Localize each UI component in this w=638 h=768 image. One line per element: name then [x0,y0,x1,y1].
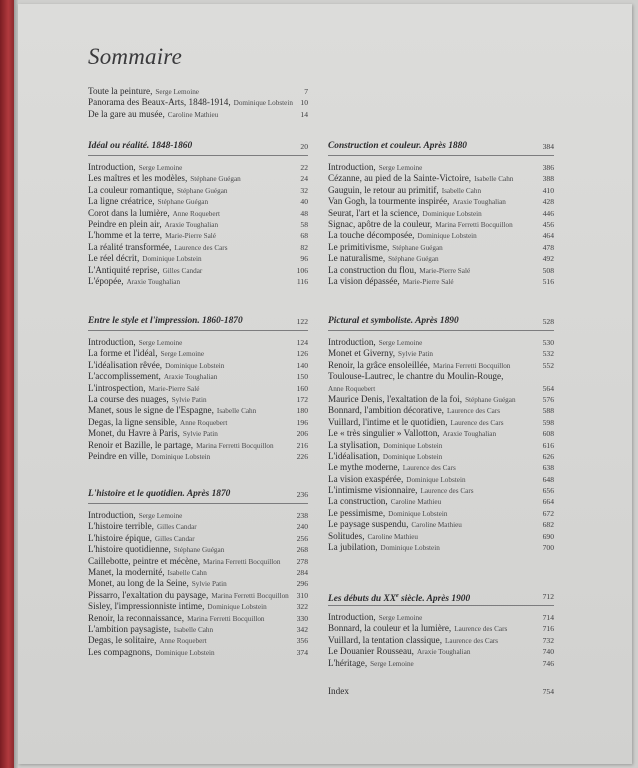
toc-entry: De la gare au musée, Caroline Mathieu 14 [88,108,308,119]
section-divider [88,155,308,156]
toc-entry: L'intimisme visionnaire, Laurence des Cars 656 [328,485,554,496]
toc-entry: L'introspection, Marie-Pierre Salé 160 [88,382,308,393]
toc-entry: Signac, apôtre de la couleur, Marina Ferretti Bocquillon 456 [328,218,554,229]
toc-entry: L'homme et la terre, Marie-Pierre Salé 68 [88,230,308,241]
toc-entry: L'histoire terrible, Gilles Candar 240 [88,521,308,532]
toc-entry: Index 754 [328,686,554,696]
toc-entry: Manet, la modernité, Isabelle Cahn 284 [88,566,308,577]
toc-entry: Monet et Giverny, Sylvie Patin 532 [328,348,554,359]
section-1848 [88,140,308,287]
toc-entry: Le mythe moderne, Laurence des Cars 638 [328,462,554,473]
toc-entry: Introduction, Serge Lemoine 530 [328,337,554,347]
toc-entry: Introduction, Serge Lemoine 22 [88,162,308,172]
toc-entry: Les maîtres et les modèles, Stéphane Guégan 24 [88,173,308,184]
toc-entry: La vision dépassée, Marie-Pierre Salé 516 [328,275,554,286]
section-heading: Idéal ou réalité. 1848-1860 20 [88,141,308,151]
toc-entry: Bonnard, l'ambition décorative, Laurence des Cars 588 [328,405,554,416]
toc-entry: Manet, sous le signe de l'Espagne, Isabelle Cahn 180 [88,405,308,416]
toc-entry: L'héritage, Serge Lemoine 746 [328,657,554,668]
toc-entry: Introduction, Serge Lemoine 124 [88,337,308,347]
toc-entry: Le réel décrit, Dominique Lobstein 96 [88,253,308,264]
toc-entry: Peindre en plein air, Araxie Toughalian 58 [88,218,308,229]
section-1880 [328,140,554,287]
section-1860 [88,315,308,462]
toc-entry: Toulouse-Lautrec, le chantre du Moulin-Rouge, [328,371,504,382]
toc-entry: Sisley, l'impressionniste intime, Dominique Lobstein 322 [88,601,308,612]
book-page [18,4,632,764]
toc-entry: La touche décomposée, Dominique Lobstein 464 [328,230,554,241]
page-title: Sommaire [88,44,183,69]
section-divider [328,330,554,331]
toc-entry: Peindre en ville, Dominique Lobstein 226 [88,450,308,461]
toc-entry: La ligne créatrice, Stéphane Guégan 40 [88,196,308,207]
toc-entry: L'Antiquité reprise, Gilles Candar 106 [88,264,308,275]
toc-entry: Anne Roquebert 564 [328,383,554,393]
toc-entry: Caillebotte, peintre et mécène, Marina Ferretti Bocquillon 278 [88,555,308,566]
toc-entry: L'accomplissement, Araxie Toughalian 150 [88,371,308,382]
toc-entry: La couleur romantique, Stéphane Guégan 32 [88,184,308,195]
toc-entry: L'épopée, Araxie Toughalian 116 [88,275,308,286]
toc-entry: La construction, Caroline Mathieu 664 [328,496,554,507]
toc-entry: Seurat, l'art et la science, Dominique Lobstein 446 [328,207,554,218]
toc-entry: Renoir et Bazille, le partage, Marina Ferretti Bocquillon 216 [88,439,308,450]
toc-entry: Monet, au long de la Seine, Sylvie Patin 296 [88,578,308,589]
toc-entry: Pissarro, l'exaltation du paysage, Marina Ferretti Bocquillon 310 [88,589,308,600]
toc-entry: Le naturalisme, Stéphane Guégan 492 [328,253,554,264]
toc-entry: Introduction, Serge Lemoine 386 [328,162,554,172]
toc-entry: L'idéalisation, Dominique Lobstein 626 [328,450,554,461]
toc-entry: La jubilation, Dominique Lobstein 700 [328,542,554,553]
toc-entry: Maurice Denis, l'exaltation de la foi, Stéphane Guégan 576 [328,393,554,404]
section-heading: Entre le style et l'impression. 1860-1870 122 [88,316,308,326]
toc-entry: Renoir, la grâce ensoleillée, Marina Ferretti Bocquillon 552 [328,359,554,370]
toc-entry: Cézanne, au pied de la Sainte-Victoire, Isabelle Cahn 388 [328,173,554,184]
toc-entry: Toute la peinture, Serge Lemoine 7 [88,86,308,96]
section-heading: Construction et couleur. Après 1880 384 [328,141,554,151]
toc-entry: Degas, le solitaire, Anne Roquebert 356 [88,635,308,646]
toc-entry: Bonnard, la couleur et la lumière, Laurence des Cars 716 [328,623,554,634]
book-spine [0,0,14,768]
section-divider [328,605,554,606]
toc-entry: Vuillard, la tentation classique, Laurence des Cars 732 [328,634,554,645]
toc-entry: La construction du flou, Marie-Pierre Salé 508 [328,264,554,275]
toc-entry: Gauguin, le retour au primitif, Isabelle Cahn 410 [328,184,554,195]
section-divider [328,155,554,156]
toc-entry: Le primitivisme, Stéphane Guégan 478 [328,241,554,252]
section-1900 [328,590,554,669]
toc-entry: Le Douanier Rousseau, Araxie Toughalian 740 [328,646,554,657]
toc-entry: La course des nuages, Sylvie Patin 172 [88,393,308,404]
section-heading: Pictural et symboliste. Après 1890 528 [328,316,554,326]
toc-entry: Van Gogh, la tourmente inspirée, Araxie Toughalian 428 [328,196,554,207]
section-1870 [88,488,308,658]
section-heading: L'histoire et le quotidien. Après 1870 236 [88,489,308,499]
toc-entry: Vuillard, l'intime et le quotidien, Laurence des Cars 598 [328,416,554,427]
toc-entry: La réalité transformée, Laurence des Cars 82 [88,241,308,252]
index-entry [328,686,554,697]
toc-entry: Introduction, Serge Lemoine 238 [88,510,308,520]
section-1890 [328,315,554,553]
section-divider [88,330,308,331]
toc-entry: La vision exaspérée, Dominique Lobstein 648 [328,473,554,484]
toc-entry: L'ambition paysagiste, Isabelle Cahn 342 [88,623,308,634]
toc-entry: La stylisation, Dominique Lobstein 616 [328,439,554,450]
toc-entry: L'histoire épique, Gilles Candar 256 [88,532,308,543]
toc-entry: Monet, du Havre à Paris, Sylvie Patin 206 [88,428,308,439]
toc-entry: Introduction, Serge Lemoine 714 [328,612,554,622]
toc-entry: Panorama des Beaux-Arts, 1848-1914, Dominique Lobstein 10 [88,97,308,108]
toc-entry: Le « très singulier » Vallotton, Araxie Toughalian 608 [328,428,554,439]
section-heading: Les débuts du XXe siècle. Après 1900 712 [328,592,554,605]
toc-entry: Renoir, la reconnaissance, Marina Ferretti Bocquillon 330 [88,612,308,623]
toc-entry: Le paysage suspendu, Caroline Mathieu 682 [328,519,554,530]
toc-entry: L'idéalisation rêvée, Dominique Lobstein 140 [88,359,308,370]
toc-entry: Solitudes, Caroline Mathieu 690 [328,530,554,541]
toc-entry: La forme et l'idéal, Serge Lemoine 126 [88,348,308,359]
toc-entry: Corot dans la lumière, Anne Roquebert 48 [88,207,308,218]
section-divider [88,503,308,504]
toc-entry: Le pessimisme, Dominique Lobstein 672 [328,507,554,518]
toc-entry: Les compagnons, Dominique Lobstein 374 [88,646,308,657]
intro-list [88,86,308,120]
toc-entry: Degas, la ligne sensible, Anne Roquebert 196 [88,416,308,427]
toc-entry: L'histoire quotidienne, Stéphane Guégan 268 [88,544,308,555]
